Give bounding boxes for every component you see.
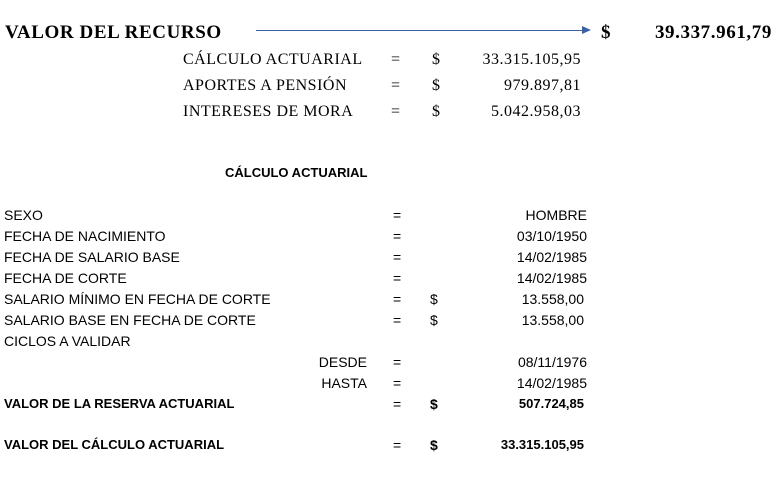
reserve-currency: $ <box>430 396 438 412</box>
row-label-salario-base: FECHA DE SALARIO BASE <box>4 249 180 265</box>
row-eq-salario-base: = <box>393 249 402 265</box>
row-value-salario-base: 14/02/1985 <box>516 249 587 265</box>
cycle-label-desde: DESDE <box>318 354 367 370</box>
total-currency: $ <box>601 22 612 43</box>
summary-value-calculo: 33.315.105,95 <box>482 51 581 68</box>
resource-value-title: VALOR DEL RECURSO <box>5 22 222 43</box>
section-title: CÁLCULO ACTUARIAL <box>225 165 368 180</box>
summary-value-aportes: 979.897,81 <box>504 77 581 94</box>
summary-label-aportes: APORTES A PENSIÓN <box>183 77 348 94</box>
summary-currency-aportes: $ <box>432 77 441 94</box>
row-eq-sexo: = <box>393 207 402 223</box>
summary-eq-aportes: = <box>391 77 401 94</box>
row-value-salario-minimo: 13.558,00 <box>521 291 584 307</box>
calc-value: 33.315.105,95 <box>500 437 584 452</box>
summary-label-calculo: CÁLCULO ACTUARIAL <box>183 51 363 68</box>
row-value-corte: 14/02/1985 <box>516 270 587 286</box>
cycle-eq-hasta: = <box>393 375 402 391</box>
row-currency-salario-minimo: $ <box>430 291 438 307</box>
cycle-eq-desde: = <box>393 354 402 370</box>
row-eq-corte: = <box>393 270 402 286</box>
cycle-value-desde: 08/11/1976 <box>517 354 587 370</box>
row-currency-salario-base-corte: $ <box>430 312 438 328</box>
row-label-salario-minimo: SALARIO MÍNIMO EN FECHA DE CORTE <box>4 291 271 307</box>
total-value: 39.337.961,79 <box>654 22 772 43</box>
calc-label: VALOR DEL CÁLCULO ACTUARIAL <box>4 437 225 452</box>
row-label-ciclos: CICLOS A VALIDAR <box>4 333 131 349</box>
row-label-corte: FECHA DE CORTE <box>4 270 127 286</box>
summary-label-intereses: INTERESES DE MORA <box>183 103 354 120</box>
row-eq-salario-minimo: = <box>393 291 402 307</box>
row-eq-salario-base-corte: = <box>393 312 402 328</box>
summary-eq-calculo: = <box>391 51 401 68</box>
row-label-salario-base-corte: SALARIO BASE EN FECHA DE CORTE <box>4 312 256 328</box>
summary-currency-intereses: $ <box>432 103 441 120</box>
row-eq-nacimiento: = <box>393 228 402 244</box>
row-value-nacimiento: 03/10/1950 <box>516 228 587 244</box>
cycle-label-hasta: HASTA <box>321 375 367 391</box>
calc-currency: $ <box>430 437 438 453</box>
row-label-nacimiento: FECHA DE NACIMIENTO <box>4 228 166 244</box>
arrow-line <box>256 30 584 31</box>
summary-value-intereses: 5.042.958,03 <box>491 103 581 120</box>
summary-currency-calculo: $ <box>432 51 441 68</box>
row-label-sexo: SEXO <box>4 207 43 223</box>
summary-eq-intereses: = <box>391 103 401 120</box>
reserve-label: VALOR DE LA RESERVA ACTUARIAL <box>4 396 235 411</box>
row-value-salario-base-corte: 13.558,00 <box>521 312 584 328</box>
reserve-eq: = <box>393 396 402 412</box>
cycle-value-hasta: 14/02/1985 <box>516 375 587 391</box>
calc-eq: = <box>393 437 402 453</box>
reserve-value: 507.724,85 <box>518 396 584 411</box>
arrow-right-icon <box>582 26 591 34</box>
row-value-sexo: HOMBRE <box>525 207 587 223</box>
